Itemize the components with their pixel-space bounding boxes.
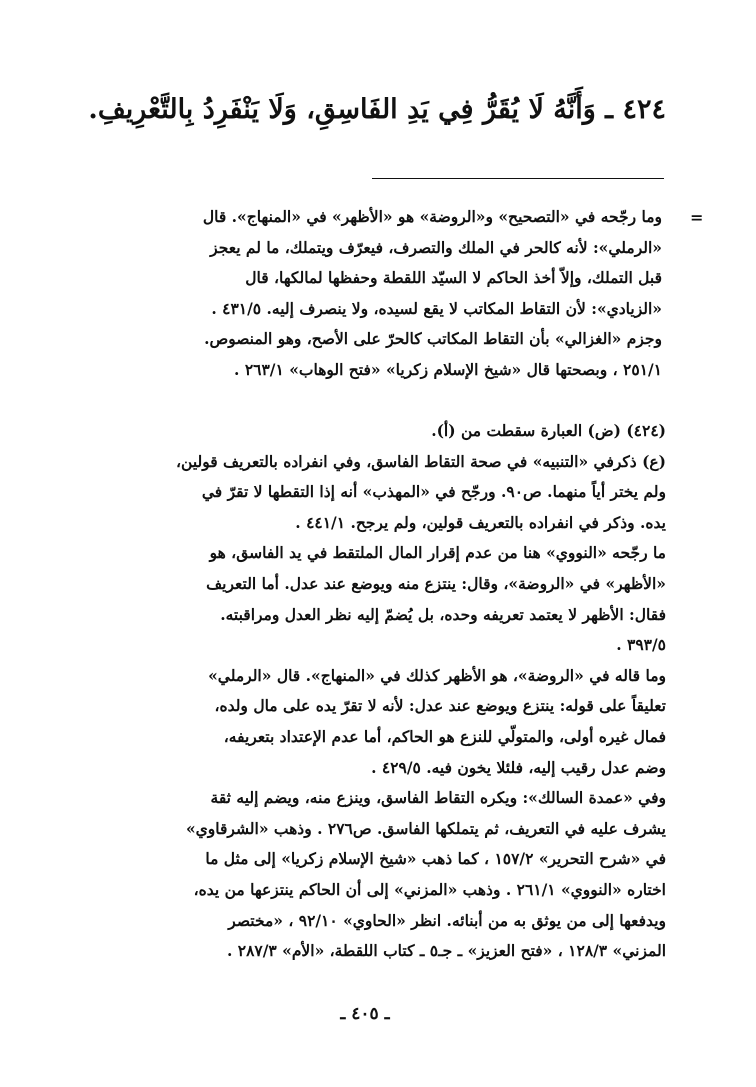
- footnote-line: تعليقاً على قوله: ينتزع ويوضع عند عدل: لأنه لا تقرّ يده على مال ولده،: [214, 696, 666, 716]
- footnote-line: ٣٩٣/٥ .: [616, 635, 666, 655]
- footnote-continuation: [78, 202, 662, 386]
- footnote-line: ٢٥١/١ ، وبصحتها قال «شيخ الإسلام زكريا» «فتح الوهاب» ٢٦٣/١ .: [234, 359, 662, 379]
- footnote-line: فقال: الأظهر لا يعتمد تعريفه وحده، بل يُضمّ إليه نظر العدل ومراقبته.: [220, 604, 666, 624]
- footnote-424: [71, 416, 666, 967]
- footnote-separator-rule: [372, 178, 664, 179]
- footnote-line: وما قاله في «الروضة»، هو الأظهر كذلك في «المنهاج». قال «الرملي»: [208, 665, 666, 685]
- footnote-line: وما رجّحه في «التصحيح» و«الروضة» هو «الأظهر» في «المنهاج». قال: [202, 207, 662, 226]
- footnote-line: وجزم «الغزالي» بأن التقاط المكاتب كالحرّ على الأصح، وهو المنصوص.: [204, 329, 662, 349]
- footnote-line: ما رجّحه «النووي» هنا من عدم إقرار المال الملتقط في يد الفاسق، هو: [209, 543, 666, 563]
- page-number: ـ ٤٠٥ ـ: [340, 1004, 390, 1024]
- footnote-line: فمال غيره أولى، والمتولّي للنزع هو الحاكم، أما عدم الإعتداد بتعريفه،: [223, 726, 666, 746]
- footnote-line: في «شرح التحرير» ١٥٧/٢ ، كما ذهب «شيخ الإسلام زكريا» إلى مثل ما: [205, 849, 666, 869]
- footnote-line: يده. وذكر في انفراده بالتعريف قولين، ولم يرجح. ٤٤١/١ .: [295, 512, 666, 532]
- footnote-line: (ع) ذكرفي «التنبيه» في صحة التقاط الفاسق، وفي انفراده بالتعريف قولين،: [176, 451, 666, 471]
- footnote-line: وضم عدل رقيب إليه، فلئلا يخون فيه. ٤٢٩/٥ .: [371, 757, 666, 777]
- footnote-line: «الأظهر» في «الروضة»، وقال: ينتزع منه ويوضع عند عدل. أما التعريف: [206, 573, 666, 593]
- footnote-line: وفي «عمدة السالك»: ويكره التقاط الفاسق، وينزع منه، ويضم إليه ثقة: [210, 788, 666, 808]
- continuation-mark: =: [690, 208, 704, 227]
- footnote-line: يشرف عليه في التعريف، ثم يتملكها الفاسق. ص٢٧٦ . وذهب «الشرقاوي»: [185, 818, 666, 838]
- footnote-line: «الرملي»: لأنه كالحر في الملك والتصرف، فيعرّف ويتملك، ما لم يعجز: [210, 237, 662, 257]
- footnote-line: اختاره «النووي» ٢٦١/١ . وذهب «المزني» إلى أن الحاكم ينتزعها من يده،: [193, 879, 666, 899]
- footnote-line: ويدفعها إلى من يوثق به من أبنائه. انظر «الحاوي» ٩٢/١٠ ، «مختصر: [228, 910, 666, 930]
- footnote-number-line: (٤٢٤) (ض) العبارة سقطت من (أ).: [431, 421, 666, 440]
- footnote-line: «الزيادي»: لأن التقاط المكاتب لا يقع لسيده، ولا ينصرف إليه. ٤٣١/٥ .: [211, 298, 662, 318]
- matn-heading: ٤٢٤ ـ وَأَنَّهُ لَا يُقَرُّ فِي يَدِ الفَاسِقِ، وَلَا يَنْفَرِدُ بِالتَّعْرِيفِ.: [88, 94, 666, 125]
- footnote-line: قبل التملك، وإلاّ أخذ الحاكم لا السيّد اللقطة وحفظها لمالكها، قال: [245, 268, 662, 288]
- footnote-line: المزني» ١٢٨/٣ ، «فتح العزيز» ـ جـ٥ ـ كتاب اللقطة، «الأم» ٢٨٧/٣ .: [226, 941, 666, 961]
- footnote-line: ولم يختر أياً منهما. ص٩٠. ورجّح في «المهذب» أنه إذا التقطها لا تقرّ في: [201, 482, 666, 502]
